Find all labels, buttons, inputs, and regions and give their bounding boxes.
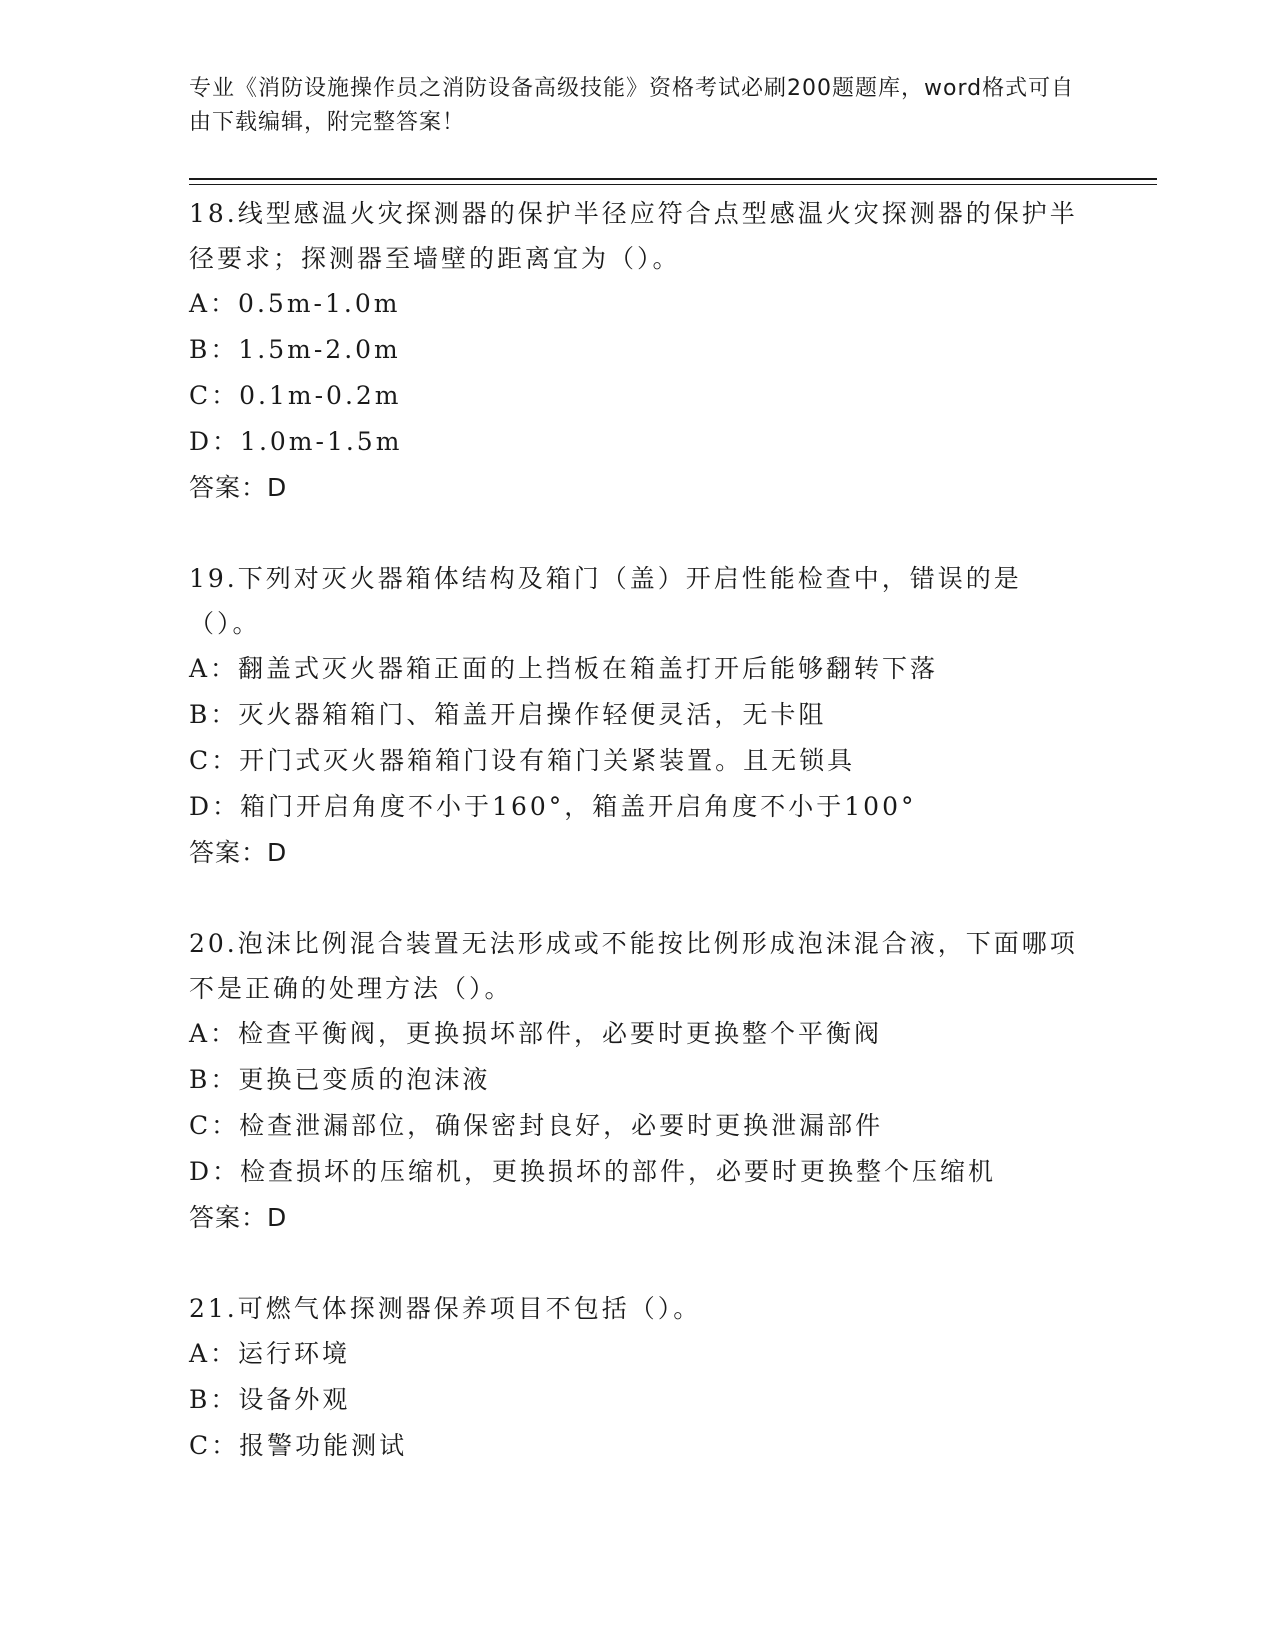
option-c: C：检查泄漏部位，确保密封良好，必要时更换泄漏部件: [189, 1111, 884, 1140]
option-c: C：开门式灭火器箱箱门设有箱门关紧装置。且无锁具: [189, 746, 856, 775]
answer: 答案：D: [189, 473, 288, 502]
option-a: A：检查平衡阀，更换损坏部件，必要时更换整个平衡阀: [189, 1019, 883, 1048]
question-text: 19.下列对灭火器箱体结构及箱门（盖）开启性能检查中，错误的是（）。: [189, 564, 1022, 638]
option-b: B：更换已变质的泡沫液: [189, 1065, 491, 1094]
question-text: 18.线型感温火灾探测器的保护半径应符合点型感温火灾探测器的保护半径要求；探测器至墙壁的距离宜为（）。: [189, 199, 1078, 273]
question-18: [189, 191, 1089, 510]
option-d: D：箱门开启角度不小于160°，箱盖开启角度不小于100°: [189, 792, 917, 821]
option-b: B：1.5m-2.0m: [189, 335, 401, 364]
option-c: C：0.1m-0.2m: [189, 381, 402, 410]
option-a: A：翻盖式灭火器箱正面的上挡板在箱盖打开后能够翻转下落: [189, 654, 939, 683]
option-a: A：运行环境: [189, 1339, 351, 1368]
option-b: B：设备外观: [189, 1385, 351, 1414]
option-c: C：报警功能测试: [189, 1431, 408, 1460]
question-text: 21.可燃气体探测器保养项目不包括（）。: [189, 1294, 702, 1323]
question-20: [189, 921, 1089, 1240]
header-divider-thick: [189, 178, 1157, 180]
question-19: [189, 556, 1089, 875]
question-list: [189, 191, 1089, 1515]
question-text: 20.泡沫比例混合装置无法形成或不能按比例形成泡沫混合液，下面哪项不是正确的处理方法（）。: [189, 929, 1078, 1003]
option-d: D：1.0m-1.5m: [189, 427, 403, 456]
header-divider-thin: [189, 184, 1157, 185]
option-d: D：检查损坏的压缩机，更换损坏的部件，必要时更换整个压缩机: [189, 1157, 997, 1186]
document-header: 专业《消防设施操作员之消防设备高级技能》资格考试必刷200题题库，word格式可自由下载编辑，附完整答案！: [189, 76, 1075, 135]
option-a: A：0.5m-1.0m: [189, 289, 401, 318]
question-21: [189, 1286, 1089, 1469]
answer: 答案：D: [189, 838, 288, 867]
option-b: B：灭火器箱箱门、箱盖开启操作轻便灵活，无卡阻: [189, 700, 827, 729]
answer: 答案：D: [189, 1203, 288, 1232]
